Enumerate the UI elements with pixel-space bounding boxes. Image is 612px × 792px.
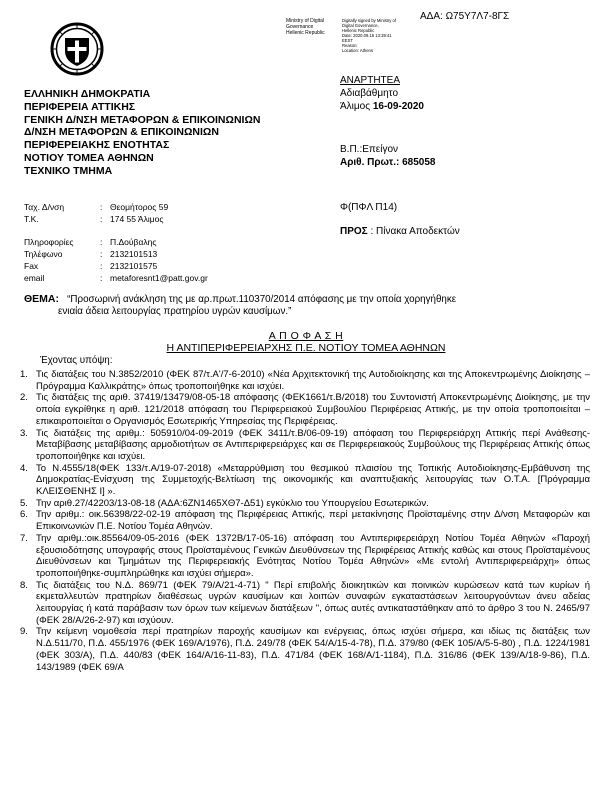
- email-link[interactable]: metaforesnt1@patt.gov.gr: [110, 272, 208, 283]
- decision-title: Α Π Ο Φ Α Σ Η: [268, 330, 344, 342]
- file-code: Φ(ΠΦΛ Π14): [340, 202, 398, 213]
- list-item: 2. Τις διατάξεις της αριθ. 37419/13479/08-05-18 απόφασης (ΦΕΚ1661/τ.Β/2018) του Συντονιστή Αποκεντρωμένης Διοίκησης, με την οποία εγκρίθηκε η αριθ. 121/2018 απόφαση του Περιφερειακού Συμβουλίου Περιφέρειας Αττικής, με την οποία τροποποιείται – επικαιροποιείται ο Οργανισμός Εσωτερικής Υπηρεσίας της Περιφέρειας.: [20, 392, 590, 427]
- subject-text: “Προσωρινή ανάκληση της με αρ.πρωτ.110370/2014 απόφασης με την οποία χορηγήθηκε: [67, 294, 457, 305]
- contact-details: [24, 202, 208, 285]
- contact-row: Πληροφορίες : Π.Δούβαλης: [24, 237, 157, 248]
- considerations-list: [20, 369, 590, 673]
- signature-detail: Hellenic Republic: [342, 28, 375, 33]
- list-item: 6. Την αριθμ.: οικ.56398/22-02-19 απόφαση της Περιφέρειας Αττικής, περί μετακίνησης Προϊσταμένης στην Δ/νση Μεταφορών και Επικοινωνιών Π.Ε. Νοτίου Τομέα Αθηνών.: [20, 509, 590, 533]
- authority-line: ΝΟΤΙΟΥ ΤΟΜΕΑ ΑΘΗΝΩΝ: [24, 151, 154, 164]
- having-regard: Έχοντας υπόψη:: [40, 355, 113, 366]
- to-value: : Πίνακα Αποδεκτών: [370, 226, 460, 237]
- list-item: 4. Το Ν.4555/18(ΦΕΚ 133/τ.Α/19-07-2018) «Μεταρρύθμιση του θεσμικού πλαισίου της Τοπικής Αυτοδιοίκησης-Εμβάθυνση της Δημοκρατίας-Ενίσχυση της Συμμετοχής-Βελτίωση της οικονομικής και αναπτυξιακής λειτουργίας των Ο.Τ.Α. [Πρόγραμμα ΚΛΕΙΣΘΕΝΗΣ Ι] ».: [20, 462, 590, 498]
- signature-detail: EEST: [342, 38, 353, 43]
- protocol-number: 685058: [402, 157, 436, 168]
- list-item: 7. Την αριθμ.:οικ.85564/09-05-2016 (ΦΕΚ 1372Β/17-05-16) απόφαση του Αντιπεριφερειάρχη Νοτίου Τομέα Αθηνών «Παροχή εξουσιοδότησης υπογραφής στους Προϊσταμένους Γενικών Διευθύνσεων της Περιφέρειας Αττικής καθώς και στους Προϊσταμένους Διευθύνσεων και Τμημάτων της Περιφερειακής Ενότητας Νοτίου Τομέα Αθηνών» «Με εντολή Αντιπεριφερειάρχη» όπως τροποποιήθηκε-συμπληρώθηκε και ισχύει σήμερα».: [20, 532, 590, 579]
- list-item: 1. Τις διατάξεις του Ν.3852/2010 (ΦΕΚ 87/τ.Α'/7-6-2010) «Νέα Αρχιτεκτονική της Αυτοδιοίκησης και της Αποκεντρωμένης Διοίκησης – Πρόγραμμα Καλλικράτης» όπως τροποποιήθηκε και ισχύει.: [20, 369, 590, 392]
- list-item: 3. Τις διατάξεις της αριθμ.: 505910/04-09-2019 (ΦΕΚ 3411/τ.Β/06-09-19) απόφαση του Περιφερειάρχη Αττικής περί Ανάθεσης-Μεταβίβασης μεταβίβασης αρμοδιοτήτων σε Αντιπεριφερειάρχες και σε Περιφερειακούς Συμβούλους της Περιφέρειας Αττικής όπως τροποποιήθηκε και ισχύει.: [20, 427, 590, 462]
- contact-row: Ταχ. Δ/νση : Θεομήτορος 59: [24, 202, 169, 212]
- urgency: Β.Π.:Επείγον: [340, 144, 399, 155]
- subject-text-continued: ενιαία άδεια λειτουργίας πρατηρίου υγρών καυσίμων.”: [58, 305, 292, 317]
- signature-detail: Digitally signed by Ministry of: [342, 18, 396, 23]
- signature-line: Hellenic Republic: [286, 30, 325, 36]
- list-item: 9. Την κείμενη νομοθεσία περί πρατηρίων παροχής καυσίμων και ενέργειας, όπως ισχύει σήμερα, και ιδίως τις διατάξεις των Ν.Δ.511/70, Π.Δ. 455/1976 (ΦΕΚ 169/Α/1976), Π.Δ. 249/78 (ΦΕΚ 54/Α/15-4-78), Π.Δ. 379/80 (ΦΕΚ 105/Α/5-5-80) , Π.Δ. 1224/1981 (ΦΕΚ 303/Α), Π.Δ. 440/83 (ΦΕΚ 164/Α/16-11-83), Π.Δ. 471/84 (ΦΕΚ 168/Α/1-1184), Π.Δ. 316/86 (ΦΕΚ 139/Α/18-9-86), Π.Δ. 143/1989 (ΦΕΚ 69/Α: [20, 626, 590, 673]
- signature-detail: Reason:: [342, 43, 358, 48]
- authority-line: ΠΕΡΙΦΕΡΕΙΑΚΗΣ ΕΝΟΤΗΤΑΣ: [24, 139, 170, 152]
- authority-line: ΕΛΛΗΝΙΚΗ ΔΗΜΟΚΡΑΤΙΑ: [24, 88, 151, 100]
- subject: [24, 294, 586, 317]
- protocol: [340, 157, 435, 168]
- authority-line: Δ/ΝΣΗ ΜΕΤΑΦΟΡΩΝ & ΕΠΙΚΟΙΝΩΝΙΩΝ: [24, 126, 219, 139]
- authority-line: ΤΕΧΝΙΚΟ ΤΜΗΜΑ: [24, 164, 113, 177]
- decision-subtitle: Η ΑΝΤΙΠΕΡΙΦΕΡΕΙΑΡΧΗΣ Π.Ε. ΝΟΤΙΟΥ ΤΟΜΕΑ ΑΘΗΝΩΝ: [166, 342, 446, 354]
- contact-row: Fax : 2132101575: [24, 260, 158, 271]
- contact-row: [24, 226, 208, 238]
- document-date: 16-09-2020: [372, 101, 424, 112]
- issuing-authority: [24, 88, 260, 178]
- list-item: 8. Τις διατάξεις του Ν.Δ. 869/71 (ΦΕΚ 79/Α/21-4-71) " Περί επιβολής διοικητικών και ποινικών κυρώσεων κατά των κυρίων ή εκμεταλλευτών πρατηρίων διαθέσεως υγρών καυσίμων και λοιπών συναφών εγκαταστάσεων λειτουργούντων άνευ αδείας λειτουργίας ή κατά παράβασιν των όρων των κείμενων διατάξεων ", όπως αυτές αντικαταστάθηκαν από το άρθρο 3 του Ν. 2465/97 (ΦΕΚ 28/Α/26-2-97) και ισχύουν.: [20, 579, 590, 626]
- protocol-label: Αριθ. Πρωτ.:: [340, 157, 400, 168]
- signature-detail: Location: Athens: [342, 48, 373, 53]
- digital-signature-stamp: [286, 18, 410, 53]
- signature-detail: Date: 2020.09.16 13:39:41: [342, 33, 392, 38]
- classification: Αδιαβάθμητο: [340, 88, 399, 99]
- authority-line: ΓΕΝΙΚΗ Δ/ΝΣΗ ΜΕΤΑΦΟΡΩΝ & ΕΠΙΚΟΙΝΩΝΙΩΝ: [24, 113, 261, 126]
- posting-label: ΑΝΑΡΤΗΤΕΑ: [340, 75, 401, 86]
- place: Άλιμος: [340, 101, 371, 112]
- authority-line: ΠΕΡΙΦΕΡΕΙΑ ΑΤΤΙΚΗΣ: [24, 100, 136, 113]
- place-date: [340, 101, 424, 112]
- contact-row: Τ.Κ. : 174 55 Άλιμος: [24, 213, 164, 224]
- recipients: [340, 226, 460, 237]
- to-label: ΠΡΟΣ: [340, 226, 368, 237]
- greek-emblem-icon: [50, 22, 104, 76]
- ada-number: ΑΔΑ: Ω75Υ7Λ7-8ΓΣ: [420, 11, 510, 22]
- list-item: 5. Την αριθ.27/42203/13-08-18 (ΑΔΑ:6ΖΝ1465ΧΘ7-Δ51) εγκύκλιο του Υπουργείου Εσωτερικών.: [20, 497, 429, 509]
- signature-line: Ministry of Digital: [286, 18, 325, 24]
- contact-row: Τηλέφωνο : 2132101513: [24, 249, 158, 260]
- subject-label: ΘΕΜΑ:: [24, 293, 59, 305]
- signature-detail: Digital Governance,: [342, 23, 379, 28]
- signature-line: Governance: [286, 24, 314, 30]
- contact-row: email : metaforesnt1@patt.gov.gr: [24, 272, 208, 283]
